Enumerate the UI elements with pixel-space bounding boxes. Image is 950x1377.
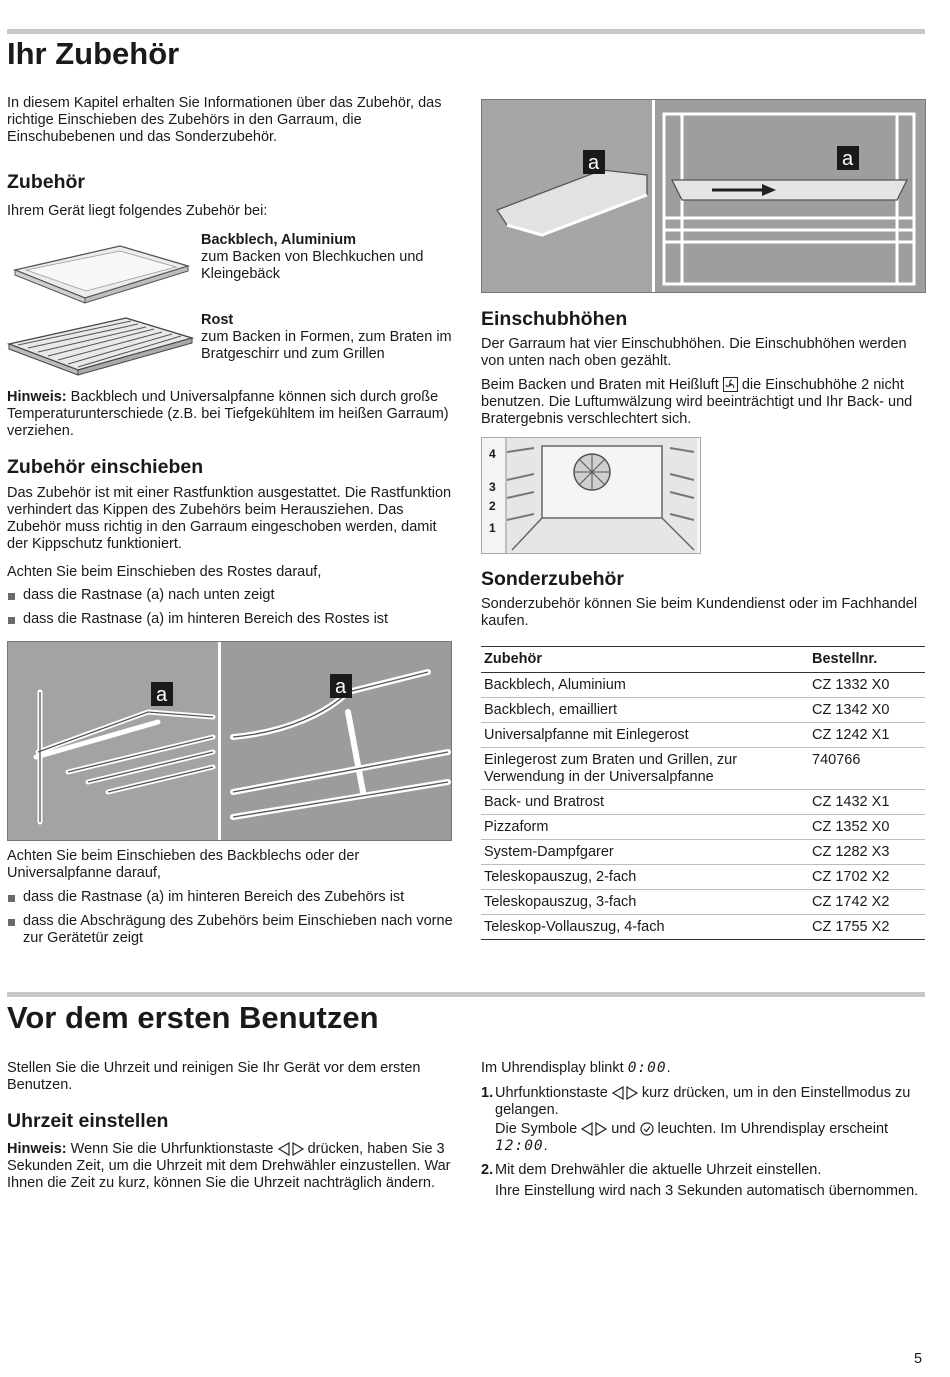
chapter-rule-top (7, 29, 925, 34)
table-row (481, 840, 925, 865)
section-heading-einschieben: Zubehör einschieben (7, 456, 204, 478)
level-label: 1 (489, 521, 496, 535)
cell-item: Pizzaform (481, 815, 809, 840)
chapter-title: Ihr Zubehör (7, 36, 180, 71)
table-row (481, 673, 925, 698)
einschubhoehen-p2-b: die Einschubhöhe 2 nicht benutzen. Die Luftumwälzung wird beeinträchtigt und Ihr Back- und Bratergebnis verschlechtert sich. (481, 377, 913, 427)
hint-uhrzeit (7, 1141, 457, 1192)
grill-rack-illustration (6, 312, 196, 376)
oven-levels-illustration (481, 437, 701, 554)
clock-function-key-icon (581, 1122, 607, 1136)
level-label: 3 (489, 480, 496, 494)
step-sub-b: und (611, 1121, 636, 1137)
cell-item: Einlegerost zum Braten und Grillen, zur Verwendung in der Universalpfanne (481, 748, 809, 790)
hint-label: Hinweis: (7, 389, 67, 405)
zubehoer-intro: Ihrem Gerät liegt folgendes Zubehör bei: (7, 203, 268, 219)
hint-zubehoer (7, 389, 457, 440)
clock-icon (640, 1122, 654, 1136)
step-sub-c: leuchten. Im Uhrendisplay erscheint (657, 1121, 889, 1137)
step-number: 2. (481, 1162, 494, 1178)
rost-bullet: dass die Rastnase (a) nach unten zeigt (7, 587, 463, 604)
einschieben-text: Das Zubehör ist mit einer Rastfunktion ausgestattet. Die Rastfunktion verhindert das Kippen des Zubehörs beim Herausziehen. Das Zubehör muss richtig in den Garraum eingeschoben werden, damit der Kippschutz funktioniert. (7, 485, 452, 552)
step-number: 1. (481, 1085, 494, 1101)
step-text (495, 1085, 925, 1119)
table-row (481, 723, 925, 748)
cell-order: CZ 1742 X2 (809, 890, 925, 915)
cell-item: System-Dampfgarer (481, 840, 809, 865)
display-value: 12:00 (495, 1138, 544, 1154)
display-blink-label: Im Uhrendisplay blinkt (481, 1060, 624, 1076)
table-row (481, 698, 925, 723)
cell-order: CZ 1242 X1 (809, 723, 925, 748)
cell-order: CZ 1755 X2 (809, 915, 925, 940)
cell-item: Teleskop-Vollauszug, 4-fach (481, 915, 809, 940)
item-name-rost: Rost (201, 312, 234, 328)
step-text: Mit dem Drehwähler die aktuelle Uhrzeit einstellen. (495, 1162, 822, 1178)
marker-label: a (335, 676, 347, 698)
baking-tray-illustration (10, 240, 190, 304)
table-row (481, 748, 925, 790)
display-value: 0:00 (627, 1060, 667, 1076)
section-heading-einschubhoehen: Einschubhöhen (481, 308, 628, 330)
marker-label: a (588, 152, 600, 174)
rost-bullet: dass die Rastnase (a) im hinteren Bereich des Rostes ist (7, 611, 463, 628)
clock-function-key-icon (278, 1142, 304, 1156)
table-row (481, 865, 925, 890)
table-row (481, 815, 925, 840)
rost-intro: Achten Sie beim Einschieben des Rostes darauf, (7, 564, 322, 580)
step-text-a: Uhrfunktionstaste (495, 1085, 608, 1101)
cell-item: Universalpfanne mit Einlegerost (481, 723, 809, 748)
section-heading-zubehoer: Zubehör (7, 171, 85, 193)
table-header-row (481, 647, 925, 673)
item-name-backblech: Backblech, Aluminium (201, 232, 356, 248)
blech-intro: Achten Sie beim Einschieben des Backblechs oder der Universalpfanne darauf, (7, 848, 360, 881)
step-text-b: kurz drücken, um in den Einstellmodus zu gelangen. (495, 1085, 911, 1118)
cell-item: Back- und Bratrost (481, 790, 809, 815)
section-heading-uhrzeit: Uhrzeit einstellen (7, 1110, 169, 1132)
sonderzubehoer-text: Sonderzubehör können Sie beim Kundendienst oder im Fachhandel kaufen. (481, 596, 918, 629)
step-subtext: Ihre Einstellung wird nach 3 Sekunden automatisch übernommen. (495, 1183, 919, 1199)
column-header-item: Zubehör (481, 647, 809, 673)
chapter-title: Vor dem ersten Benutzen (7, 1000, 379, 1035)
display-blink-text (481, 1060, 671, 1077)
cell-order: CZ 1702 X2 (809, 865, 925, 890)
tray-insertion-illustration (481, 99, 926, 293)
chapter-intro: In diesem Kapitel erhalten Sie Informationen über das Zubehör, das richtige Einschieben des Zubehörs in den Garraum, die Einschubebenen und das Sonderzubehör. (7, 95, 442, 145)
cell-order: 740766 (809, 748, 925, 790)
table-row (481, 790, 925, 815)
step-sub-a: Die Symbole (495, 1121, 578, 1137)
marker-label: a (842, 148, 854, 170)
hint-text: Backblech und Universalpfanne können sich durch große Temperaturunterschiede (z.B. bei Tiefgekühltem im heißen Garraum) verziehen. (7, 389, 449, 439)
clock-function-key-icon (612, 1086, 638, 1100)
cell-item: Teleskopauszug, 2-fach (481, 865, 809, 890)
level-label: 2 (489, 499, 496, 513)
table-row (481, 890, 925, 915)
chapter-rule-top (7, 992, 925, 997)
accessory-table (481, 646, 925, 940)
cell-item: Backblech, Aluminium (481, 673, 809, 698)
item-desc-backblech: zum Backen von Blechkuchen und Kleingebäck (201, 249, 424, 282)
einschubhoehen-p2-a: Beim Backen und Braten mit Heißluft (481, 377, 719, 393)
period: . (666, 1060, 671, 1076)
hint-b: drücken, haben Sie 3 Sekunden Zeit, um die Uhrzeit mit dem Drehwähler einzustellen. War Ihnen die Zeit zu kurz, können Sie die Uhrzeit nachträglich ändern. (7, 1141, 451, 1191)
column-header-order: Bestellnr. (809, 647, 925, 673)
einschubhoehen-p2 (481, 377, 925, 428)
chapter-intro: Stellen Sie die Uhrzeit und reinigen Sie Ihr Gerät vor dem ersten Benutzen. (7, 1060, 421, 1093)
hot-air-icon (723, 377, 738, 392)
marker-label: a (156, 684, 168, 706)
cell-item: Backblech, emailliert (481, 698, 809, 723)
cell-order: CZ 1342 X0 (809, 698, 925, 723)
cell-order: CZ 1352 X0 (809, 815, 925, 840)
hint-a: Wenn Sie die Uhrfunktionstaste (70, 1141, 274, 1157)
hint-label: Hinweis: (7, 1141, 67, 1157)
cell-order: CZ 1282 X3 (809, 840, 925, 865)
period: . (543, 1138, 548, 1154)
item-desc-rost: zum Backen in Formen, zum Braten im Bratgeschirr und zum Grillen (201, 329, 452, 362)
cell-item: Teleskopauszug, 3-fach (481, 890, 809, 915)
table-row (481, 915, 925, 940)
level-label: 4 (489, 447, 496, 461)
blech-bullet: dass die Rastnase (a) im hinteren Bereich des Zubehörs ist (7, 889, 463, 906)
blech-bullet: dass die Abschrägung des Zubehörs beim Einschieben nach vorne zur Gerätetür zeigt (7, 913, 463, 947)
section-heading-sonderzubehoer: Sonderzubehör (481, 568, 625, 590)
einschubhoehen-p1: Der Garraum hat vier Einschubhöhen. Die Einschubhöhen werden von unten nach oben gezählt. (481, 336, 907, 369)
cell-order: CZ 1432 X1 (809, 790, 925, 815)
rack-insertion-illustration (7, 641, 452, 841)
step-subtext (495, 1121, 925, 1155)
page-number: 5 (914, 1351, 923, 1367)
cell-order: CZ 1332 X0 (809, 673, 925, 698)
